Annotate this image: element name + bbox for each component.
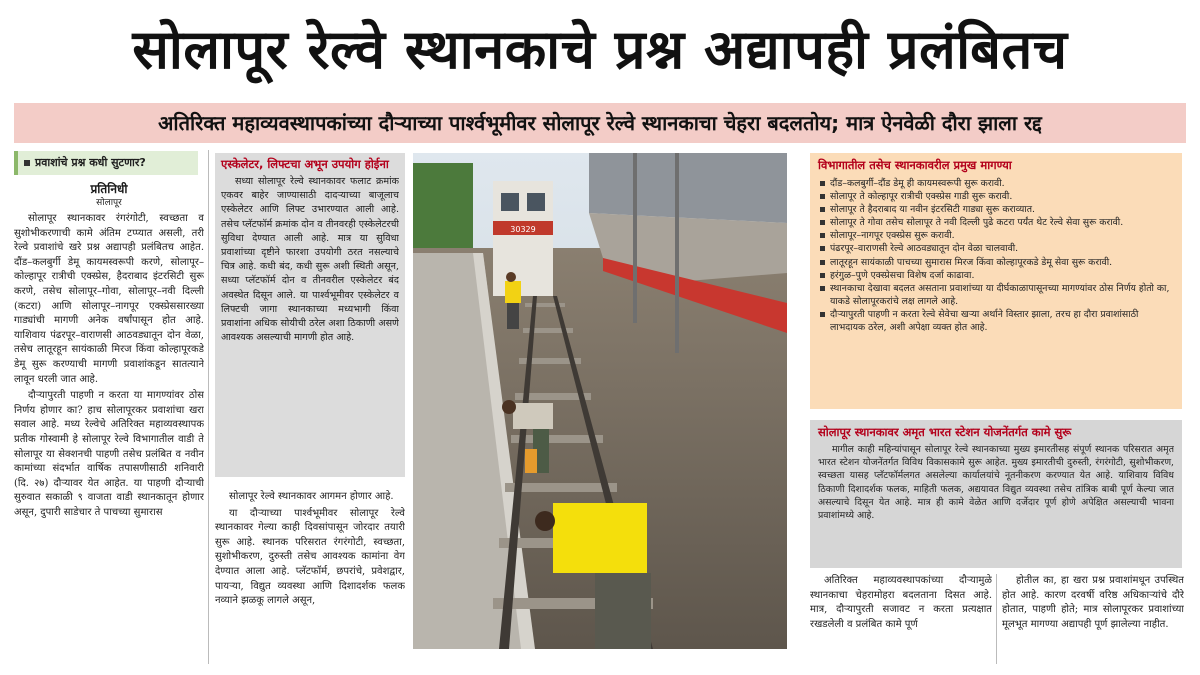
column-1-paragraph-1: सोलापूर स्थानकावर रंगरंगोटी, स्वच्छता व सुशोभीकरणाची कामे अंतिम टप्प्यात असली, तरी रेल्वे प्रवाशांचे खरे प्रश्न अद्यापही प्रलंबितच आहेत. दौंड–कलबुर्गी डेमू कायमस्वरूपी करणे, सोलापूर–कोल्हापूर रात्रीची एक्स्प्रेस, हैदराबाद इंटरसिटी सुरू करणे, तसेच सोलापूर–गोवा, सोलापूर–नवी दिल्ली (कटरा) आणि सोलापूर–नागपूर एक्स्प्रेससारख्या गाड्यांची मागणी अनेक वर्षांपासून होत आहे. याशिवाय पंढरपूर–वाराणसी आठवड्यातून दोन वेळा, तसेच लातूरहून सायंकाळी मिरज किंवा कोल्हापूरकडे डेमू सुरू करण्याची मागणी प्रवाशांकडून सातत्याने लावून धरली जात आहे. xyxy=(14,213,204,385)
escalator-box xyxy=(215,153,405,477)
kicker-text: प्रवाशांचे प्रश्न कधी सुटणार? xyxy=(35,156,146,169)
escalator-box-heading: एस्केलेटर, लिफ्टचा अभून उपयोग होईना xyxy=(221,157,389,171)
column-divider xyxy=(208,150,209,664)
demand-item: सोलापूर ते कोल्हापूर रात्रीची एक्स्प्रेस गाडी सुरू करावी. xyxy=(818,190,1174,203)
demand-item: हरंगुळ–पुणे एक्स्प्रेसचा विशेष दर्जा काढावा. xyxy=(818,269,1174,282)
subheadline: अतिरिक्त महाव्यवस्थापकांच्या दौऱ्याच्या पार्श्वभूमीवर सोलापूर रेल्वे स्थानकाचा चेहरा बदलतोय; मात्र ऐनवेळी दौरा झाला रद्द xyxy=(14,103,1186,143)
column-1-paragraph-2: दौऱ्यापुरती पाहणी न करता या मागण्यांवर ठोस निर्णय होणार का? हाच सोलापूरकर प्रवाशांचा खरा सवाल आहे. मध्य रेल्वेचे अतिरिक्त महाव्यवस्थापक प्रतीक गोस्वामी हे सोलापूर रेल्वे विभागातील वाडी ते सोलापूर या सेक्शनची पाहणी तसेच प्रलंबित व नवीन कामांच्या संदर्भात वार्षिक तपासणीसाठी शनिवारी (दि. २७) दौऱ्यावर येत आहेत. या पाहणी दौऱ्याची सुरुवात सकाळी ९ वाजता वाडी स्थानकातून होणार असून, दुपारी साडेचार ते पाचच्या सुमारास xyxy=(14,390,204,518)
article-column-1 xyxy=(14,212,204,664)
demand-item: दौंड–कलबुर्गी–दौंड डेमू ही कायमस्वरूपी सुरू करावी. xyxy=(818,177,1174,190)
bullet-icon xyxy=(24,160,30,166)
locomotive-window-right xyxy=(527,193,545,211)
article-column-right-2 xyxy=(1002,574,1184,664)
demands-box-heading: विभागातील तसेच स्थानकावरील प्रमुख मागण्या xyxy=(818,158,1012,172)
column-2-paragraph-1: सोलापूर रेल्वे स्थानकावर आगमन होणार आहे. xyxy=(229,491,394,502)
demand-item: सोलापूर ते हैदराबाद या नवीन इंटरसिटी गाड्या सुरू कराव्यात. xyxy=(818,203,1174,216)
locomotive-number: 30329 xyxy=(510,225,536,234)
escalator-box-body xyxy=(221,175,399,347)
locomotive-window-left xyxy=(501,193,519,211)
demands-list xyxy=(818,177,1174,334)
article-column-2 xyxy=(215,490,405,664)
amrit-bharat-body xyxy=(818,443,1174,524)
amrit-bharat-text: मागील काही महिन्यांपासून सोलापूर रेल्वे स्थानकाच्या मुख्य इमारतीसह संपूर्ण स्थानक परिसरात अमृत भारत स्टेशन योजनेंतर्गत विविध विकासकामे सुरू आहेत. मुख्य इमारतीची दुरुस्ती, रंगरंगोटी, सुशोभीकरण, स्वच्छता यासह प्लॅटफॉर्मलगत असलेल्या कार्यालयांचे नूतनीकरण करण्यात येत आहे. याशिवाय विविध ठिकाणी दिशादर्शक फलक, माहिती फलक, अद्ययावत विद्युत व्यवस्था तसेच तांत्रिक बाबी पूर्ण केल्या जात असल्याचे दिसून येत आहे. मात्र ही कामे वेळेत आणि दर्जेदार पूर्ण होणे अपेक्षित असल्याची भावना प्रवाशांमध्ये आहे. xyxy=(818,444,1174,522)
railway-track-photo xyxy=(413,153,787,649)
amrit-bharat-box xyxy=(810,420,1182,568)
kicker-label xyxy=(14,151,198,175)
right-column-paragraph-2: होतील का, हा खरा प्रश्न प्रवाशांमधून उपस्थित होत आहे. कारण दरवर्षी वरिष्ठ अधिकाऱ्यांचे दौरे होतात, पाहणी होते; मात्र सोलापूरकर प्रवाशांच्या मूलभूत मागण्या अद्यापही पूर्ण झालेल्या नाहीत. xyxy=(1002,575,1184,630)
trees xyxy=(413,163,473,253)
demand-item: दौऱ्यापुरती पाहणी न करता रेल्वे सेवेचा खऱ्या अर्थाने विस्तार झाला, तरच हा दौरा प्रवाशांसाठी लाभदायक ठरेल, अशी अपेक्षा व्यक्त होत आहे. xyxy=(818,308,1174,334)
byline-place: सोलापूर xyxy=(96,198,122,208)
amrit-bharat-heading: सोलापूर स्थानकावर अमृत भारत स्टेशन योजनेंतर्गत कामे सुरू xyxy=(818,425,1072,439)
demand-item: स्थानकाचा देखावा बदलत असताना प्रवाशांच्या या दीर्घकाळापासूनच्या मागण्यांवर ठोस निर्णय होतो का, याकडे सोलापूरकरांचे लक्ष लागले आहे. xyxy=(818,282,1174,308)
demand-item: पंढरपूर–वाराणसी रेल्वे आठवड्यातून दोन वेळा चालवावी. xyxy=(818,242,1174,255)
column-divider xyxy=(996,574,997,664)
article-column-right-1 xyxy=(810,574,992,664)
escalator-box-text: सध्या सोलापूर रेल्वे स्थानकावर फलाट क्रमांक एकवर बाहेर जाण्यासाठी दादऱ्याच्या बाजूलाच एस्केलेटर आणि लिफ्ट उभारण्यात आली आहे. तसेच प्लॅटफॉर्म क्रमांक दोन व तीनवरही एस्केलेटरची सुविधा देण्यात आली आहे. मात्र या सुविधा प्रवाशांच्या दृष्टीने फारशा उपयोगी ठरत नसल्याचे चित्र आहे. कधी बंद, कधी सुरू अशी स्थिती असून, सध्या प्लॅटफॉर्म दोन व तीनवरील एस्केलेटर बंद अवस्थेत दिसून आले. या पार्श्वभूमीवर एस्केलेटर व लिफ्टची जागा स्थानकाच्या मध्यभागी किंवा प्रवाशांना अधिक सोयीची ठरेल अशा ठिकाणी असणे आवश्यक असल्याची मागणी होत आहे. xyxy=(221,176,399,344)
overhead-mast xyxy=(633,153,637,323)
platform-canopy xyxy=(589,153,787,223)
right-column-paragraph-1: अतिरिक्त महाव्यवस्थापकांच्या दौऱ्यामुळे स्थानकाचा चेहरामोहरा बदलताना दिसत आहे. मात्र, दौऱ्यापुरती सजावट न करता प्रत्यक्षात रखडलेली व प्रलंबित कामे पूर्ण xyxy=(810,575,992,630)
demand-item: सोलापूर–नागपूर एक्स्प्रेस सुरू करावी. xyxy=(818,229,1174,242)
demands-box xyxy=(810,153,1182,409)
byline xyxy=(14,181,204,209)
column-2-paragraph-2: या दौऱ्याच्या पार्श्वभूमीवर सोलापूर रेल्वे स्थानकावर गेल्या काही दिवसांपासून जोरदार तयारी सुरू आहे. स्थानक परिसरात रंगरंगोटी, स्वच्छता, सुशोभीकरण, दुरुस्ती तसेच आवश्यक कामांना वेग देण्यात आला आहे. प्लॅटफॉर्म, छपरांचे, प्रवेशद्वार, पायऱ्या, विद्युत व्यवस्था आणि दिशादर्शक फलक नव्याने झळकू लागले असून, xyxy=(215,507,405,607)
headline: सोलापूर रेल्वे स्थानकाचे प्रश्न अद्यापही प्रलंबितच xyxy=(132,18,1068,81)
demand-item: लातूरहून सायंकाळी पाचच्या सुमारास मिरज किंवा कोल्हापूरकडे डेमू सेवा सुरू करावी. xyxy=(818,256,1174,269)
byline-name: प्रतिनिधी xyxy=(90,182,128,196)
demand-item: सोलापूर ते गोवा तसेच सोलापूर ते नवी दिल्ली पुढे कटरा पर्यंत थेट रेल्वे सेवा सुरू करावी. xyxy=(818,216,1174,229)
overhead-mast-2 xyxy=(675,153,679,353)
